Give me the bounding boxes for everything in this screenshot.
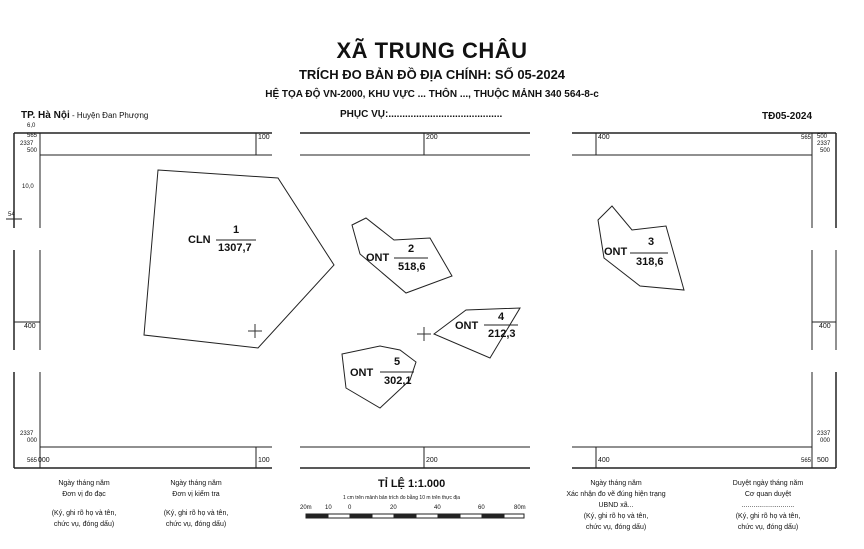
parcel-1-boundary: [144, 170, 334, 348]
grid-label: 2337: [20, 431, 34, 437]
parcel-5-type: ONT: [350, 367, 374, 379]
scale-title: TỈ LỆ 1:1.000: [378, 478, 446, 490]
grid-label: 000: [27, 438, 38, 444]
signature-instruction: (Ký, ghi rõ họ và tên,: [51, 510, 117, 517]
location-district: - Huyện Đan Phượng: [69, 111, 149, 120]
scale-tick: 60: [478, 505, 485, 511]
parcel-2-area: 518,6: [398, 261, 426, 273]
signature-role: Xác nhận đo vẽ đúng hiện trạng: [566, 491, 666, 498]
signature-block-surveyor: [38, 478, 130, 530]
grid-label: 100: [258, 134, 270, 141]
parcel-3-area: 318,6: [636, 256, 664, 268]
scale-tick: 20: [390, 505, 397, 511]
signature-role: Đơn vị đo đạc: [62, 491, 106, 498]
grid-label: 6,0: [27, 123, 36, 129]
parcel-2-number: 2: [408, 243, 415, 255]
signature-date: Ngày tháng năm: [170, 480, 222, 487]
service-line: PHỤC VỤ:.........................................: [340, 109, 503, 120]
grid-label: 500: [820, 148, 831, 154]
signature-org: UBND xã...: [598, 502, 634, 509]
signature-instruction: chức vụ, đóng dấu): [737, 524, 799, 531]
signature-role: Cơ quan duyệt: [744, 491, 792, 498]
scale-tick: 10: [325, 505, 332, 511]
parcel-1-area: 1307,7: [218, 242, 252, 254]
grid-label: 400: [819, 323, 831, 330]
parcel-5-number: 5: [394, 356, 401, 368]
grid-label: 500: [27, 148, 38, 154]
parcel-2-type: ONT: [366, 252, 390, 264]
parcel-5-area: 302,1: [384, 375, 412, 387]
grid-label: 565: [27, 133, 38, 139]
coordinate-system-line: HỆ TỌA ĐỘ VN-2000, KHU VỰC ... THÔN ..., THUỘC MẢNH 340 564-8-c: [265, 89, 599, 100]
signature-role: Đơn vị kiểm tra: [172, 491, 220, 498]
page-title: XÃ TRUNG CHÂU: [336, 38, 528, 63]
scale-note: 1 cm trên mảnh bản trích đo bằng 10 m trên thực địa: [343, 495, 461, 501]
parcel-4-area: 212,3: [488, 328, 516, 340]
grid-label: 400: [24, 323, 36, 330]
parcel-4-type: ONT: [455, 320, 479, 332]
grid-label: 100: [258, 457, 270, 464]
grid-label: 400: [598, 457, 610, 464]
parcel-3-type: ONT: [604, 246, 628, 258]
grid-label: 54: [8, 212, 15, 218]
signature-instruction: chức vụ, đóng dấu): [165, 521, 227, 528]
grid-label: 200: [426, 134, 438, 141]
signature-org: ...........................: [741, 502, 795, 509]
grid-label: 565: [27, 458, 38, 464]
grid-label: 500: [817, 134, 828, 140]
parcel-4-number: 4: [498, 311, 505, 323]
grid-label: 2337: [817, 431, 831, 437]
parcel-1-type: CLN: [188, 234, 211, 246]
signature-date: Ngày tháng năm: [58, 480, 110, 487]
signature-instruction: (Ký, ghi rõ họ và tên,: [163, 510, 229, 517]
grid-label: 2337: [20, 141, 34, 147]
signature-instruction: (Ký, ghi rõ họ và tên,: [735, 513, 801, 520]
parcel-3-number: 3: [648, 236, 655, 248]
scale-tick: 0: [348, 505, 352, 511]
scale-tick: 20m: [300, 505, 312, 511]
grid-label: 400: [598, 134, 610, 141]
grid-label: 565: [801, 458, 812, 464]
scale-tick: 80m: [514, 505, 526, 511]
grid-label: 10,0: [22, 184, 34, 190]
signature-instruction: chức vụ, đóng dấu): [53, 521, 115, 528]
document-code: TĐ05-2024: [762, 111, 813, 122]
signature-instruction: (Ký, ghi rõ họ và tên,: [583, 513, 649, 520]
grid-label: 565: [801, 135, 812, 141]
scale-tick: 40: [434, 505, 441, 511]
signature-date: Duyệt ngày tháng năm: [732, 480, 804, 487]
grid-label: 000: [38, 457, 50, 464]
signature-block-approver: [714, 478, 822, 533]
extract-subtitle: TRÍCH ĐO BẢN ĐỒ ĐỊA CHÍNH: SỐ 05-2024: [298, 67, 566, 82]
parcel-1-number: 1: [233, 224, 240, 236]
grid-label: 000: [820, 438, 831, 444]
signature-date: Ngày tháng năm: [590, 480, 642, 487]
signature-instruction: chức vụ, đóng dấu): [585, 524, 647, 531]
location-city: TP. Hà Nội: [21, 110, 70, 121]
grid-label: 500: [817, 457, 829, 464]
grid-label: 2337: [817, 141, 831, 147]
signature-block-commune: [552, 478, 680, 533]
grid-label: 200: [426, 457, 438, 464]
signature-block-inspector: [150, 478, 242, 530]
